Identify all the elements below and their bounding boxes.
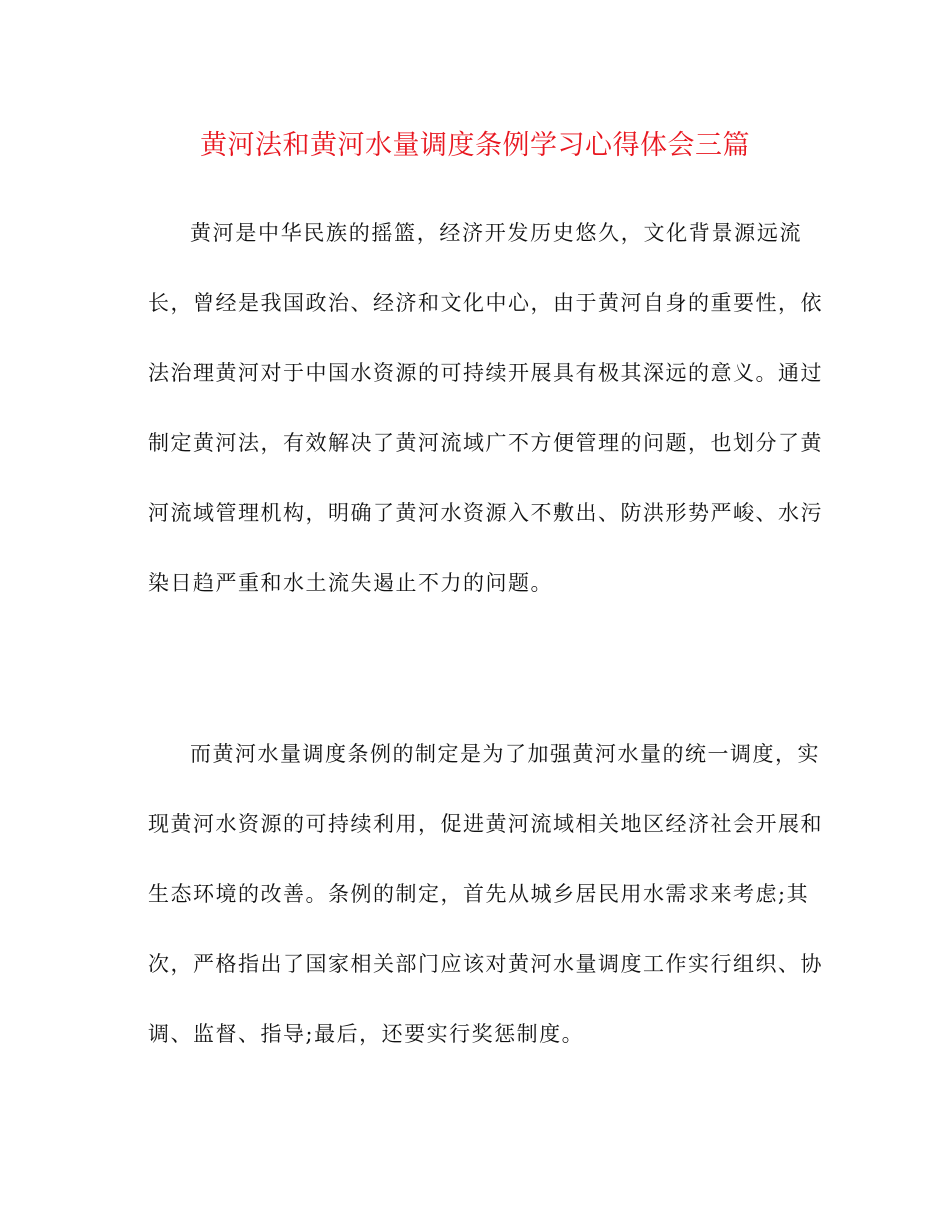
paragraph-line: 生态环境的改善。条例的制定，首先从城乡居民用水需求来考虑;其 xyxy=(148,882,810,906)
paragraph-line: 现黄河水资源的可持续利用，促进黄河流域相关地区经济社会开展和 xyxy=(148,812,823,836)
paragraph-line: 次，严格指出了国家相关部门应该对黄河水量调度工作实行组织、协 xyxy=(148,952,823,976)
paragraph-line: 长，曾经是我国政治、经济和文化中心，由于黄河自身的重要性，依 xyxy=(148,291,823,315)
paragraph-2 xyxy=(148,719,823,1069)
document-title: 黄河法和黄河水量调度条例学习心得体会三篇 xyxy=(200,130,750,161)
paragraph-line: 染日趋严重和水土流失遏止不力的问题。 xyxy=(148,571,553,595)
paragraph-line: 法治理黄河对于中国水资源的可持续开展具有极其深远的意义。通过 xyxy=(148,361,823,385)
paragraph-line: 黄河是中华民族的摇篮，经济开发历史悠久，文化背景源远流 xyxy=(190,221,802,245)
paragraph-line: 而黄河水量调度条例的制定是为了加强黄河水量的统一调度，实 xyxy=(190,742,820,766)
paragraph-line: 制定黄河法，有效解决了黄河流域广不方便管理的问题，也划分了黄 xyxy=(148,431,823,455)
paragraph-line: 河流域管理机构，明确了黄河水资源入不敷出、防洪形势严峻、水污 xyxy=(148,501,823,525)
paragraph-line: 调、监督、指导;最后，还要实行奖惩制度。 xyxy=(148,1022,585,1046)
paragraph-1 xyxy=(148,198,823,618)
